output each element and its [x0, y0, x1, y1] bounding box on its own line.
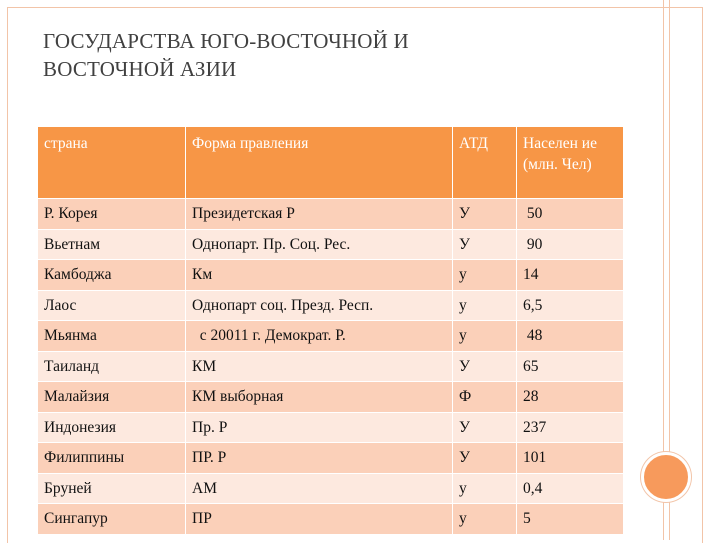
table-row — [38, 504, 624, 535]
table-row — [38, 351, 624, 382]
cell-government-form: Однопарт. Пр. Соц. Рес. — [186, 229, 453, 260]
header-row — [38, 127, 624, 199]
cell-government-form: с 20011 г. Демократ. Р. — [186, 321, 453, 352]
table-row — [38, 290, 624, 321]
title-line: ВОСТОЧНОЙ АЗИИ — [43, 57, 237, 81]
cell-population: 65 — [517, 351, 624, 382]
table-body — [38, 199, 624, 535]
cell-government-form: Однопарт соц. Презд. Респ. — [186, 290, 453, 321]
cell-government-form: ПР. Р — [186, 443, 453, 474]
cell-atd: У — [453, 412, 517, 443]
cell-population: 237 — [517, 412, 624, 443]
cell-country: Таиланд — [38, 351, 186, 382]
table-row — [38, 382, 624, 413]
cell-government-form: КМ выборная — [186, 382, 453, 413]
slide-title — [43, 27, 603, 83]
header-government-form: Форма правления — [186, 127, 453, 199]
table-row — [38, 321, 624, 352]
header-country: страна — [38, 127, 186, 199]
cell-atd: У — [453, 351, 517, 382]
cell-country: Бруней — [38, 473, 186, 504]
cell-country: Филиппины — [38, 443, 186, 474]
header-atd: АТД — [453, 127, 517, 199]
cell-country: Малайзия — [38, 382, 186, 413]
cell-population: 6,5 — [517, 290, 624, 321]
cell-country: Вьетнам — [38, 229, 186, 260]
cell-atd: у — [453, 260, 517, 291]
cell-population: 90 — [517, 229, 624, 260]
cell-government-form: Пр. Р — [186, 412, 453, 443]
cell-atd: Ф — [453, 382, 517, 413]
cell-atd: У — [453, 229, 517, 260]
cell-government-form: Км — [186, 260, 453, 291]
cell-population: 50 — [517, 199, 624, 230]
states-table — [37, 126, 624, 535]
cell-population: 0,4 — [517, 473, 624, 504]
title-line: ГОСУДАРСТВА ЮГО-ВОСТОЧНОЙ И — [43, 29, 409, 53]
decorative-circle — [641, 452, 691, 502]
cell-population: 48 — [517, 321, 624, 352]
cell-population: 5 — [517, 504, 624, 535]
cell-atd: У — [453, 199, 517, 230]
table-row — [38, 199, 624, 230]
cell-country: Мьянма — [38, 321, 186, 352]
cell-population: 28 — [517, 382, 624, 413]
table-row — [38, 229, 624, 260]
table-row — [38, 473, 624, 504]
table-row — [38, 260, 624, 291]
cell-atd: у — [453, 290, 517, 321]
cell-country: Р. Корея — [38, 199, 186, 230]
cell-atd: у — [453, 473, 517, 504]
cell-atd: У — [453, 443, 517, 474]
cell-government-form: ПР — [186, 504, 453, 535]
cell-population: 14 — [517, 260, 624, 291]
cell-country: Камбоджа — [38, 260, 186, 291]
cell-population: 101 — [517, 443, 624, 474]
cell-country: Индонезия — [38, 412, 186, 443]
table-row — [38, 443, 624, 474]
table-row — [38, 412, 624, 443]
header-population: Населен ие (млн. Чел) — [517, 127, 624, 199]
cell-government-form: Президетская Р — [186, 199, 453, 230]
cell-government-form: АМ — [186, 473, 453, 504]
cell-atd: у — [453, 321, 517, 352]
cell-government-form: КМ — [186, 351, 453, 382]
cell-atd: у — [453, 504, 517, 535]
cell-country: Сингапур — [38, 504, 186, 535]
cell-country: Лаос — [38, 290, 186, 321]
